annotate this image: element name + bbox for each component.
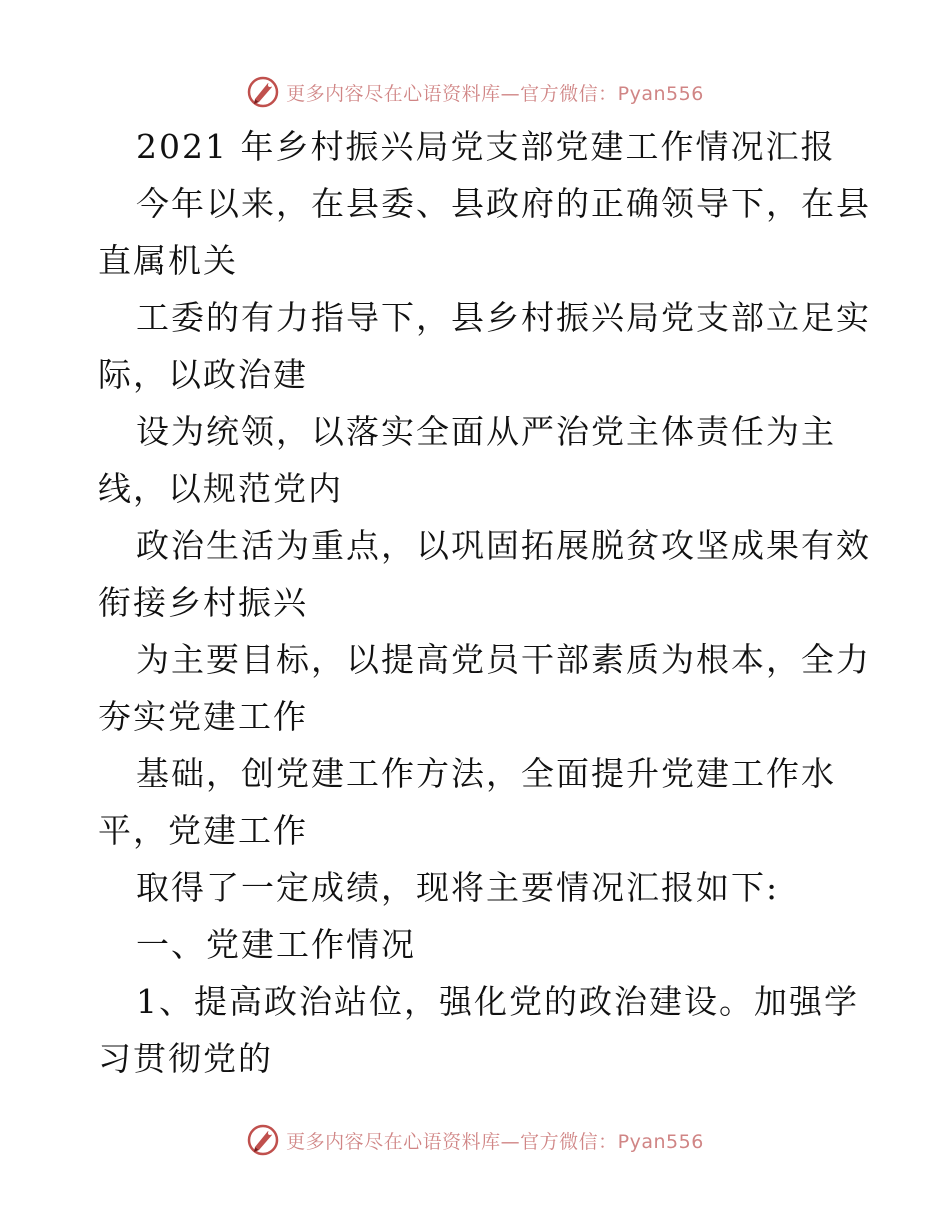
paragraph-line: 为主要目标，以提高党员干部素质为根本，全力 bbox=[136, 640, 871, 679]
paragraph-line: 线，以规范党内 bbox=[98, 469, 343, 508]
paragraph-line: 际，以政治建 bbox=[98, 355, 308, 394]
paragraph-line: 平，党建工作 bbox=[98, 811, 308, 850]
paragraph-line: 衔接乡村振兴 bbox=[98, 583, 308, 622]
paragraph-line: 今年以来，在县委、县政府的正确领导下，在县 bbox=[136, 184, 871, 223]
paragraph-line: 基础，创党建工作方法，全面提升党建工作水 bbox=[136, 754, 836, 793]
paragraph-line: 取得了一定成绩，现将主要情况汇报如下: bbox=[136, 868, 780, 907]
paragraph-line: 1、提高政治站位，强化党的政治建设。加强学 bbox=[136, 982, 859, 1021]
watermark-text: 更多内容尽在心语资料库—官方微信：Pyan556 bbox=[286, 82, 704, 105]
paragraph-line: 工委的有力指导下，县乡村振兴局党支部立足实 bbox=[136, 298, 871, 337]
paragraph-line: 夯实党建工作 bbox=[98, 697, 308, 736]
paragraph-line: 直属机关 bbox=[98, 241, 238, 280]
document-body bbox=[98, 118, 871, 1087]
paragraph-line: 习贯彻党的 bbox=[98, 1039, 273, 1078]
watermark-footer bbox=[0, 1120, 950, 1160]
paragraph-line: 一、党建工作情况 bbox=[136, 925, 416, 964]
document-title: 2021 年乡村振兴局党支部党建工作情况汇报 bbox=[136, 127, 836, 166]
paragraph-line: 政治生活为重点，以巩固拓展脱贫攻坚成果有效 bbox=[136, 526, 871, 565]
pen-logo-icon bbox=[246, 1123, 280, 1157]
paragraph-line: 设为统领，以落实全面从严治党主体责任为主 bbox=[136, 412, 836, 451]
watermark-header bbox=[0, 72, 950, 112]
watermark-text: 更多内容尽在心语资料库—官方微信：Pyan556 bbox=[286, 1130, 704, 1153]
pen-logo-icon bbox=[246, 75, 280, 109]
